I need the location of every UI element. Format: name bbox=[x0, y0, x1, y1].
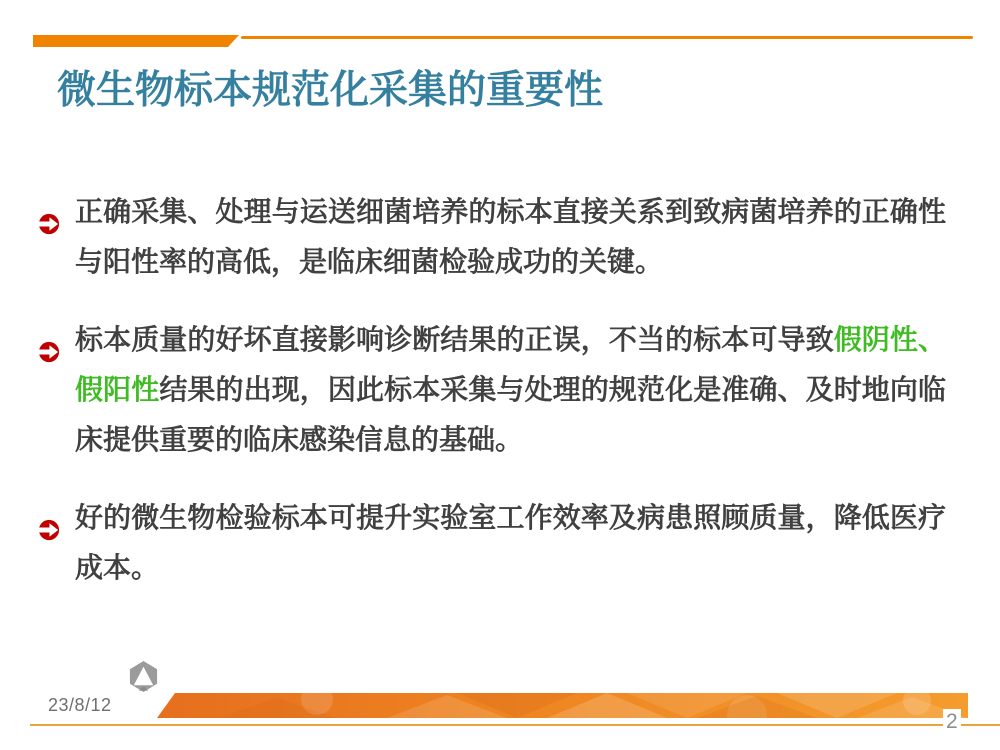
body-text: 正确采集、处理与运送细菌培养的标本直接关系到致病菌培养的正确性与阳性率的高低，是临床细菌检验成功的关键。 bbox=[75, 196, 946, 277]
hexagon-logo-icon bbox=[127, 660, 160, 693]
bullet-text bbox=[75, 493, 946, 593]
body-text: 标本质量的好坏直接影响诊断结果的正误，不当的标本可导致 bbox=[75, 324, 834, 355]
bullet-list bbox=[38, 187, 946, 621]
footer-accent-band bbox=[157, 693, 968, 718]
bullet-item bbox=[38, 315, 946, 465]
slide-title: 微生物标本规范化采集的重要性 bbox=[57, 69, 604, 112]
circle-arrow-icon bbox=[38, 329, 60, 351]
body-text: 结果的出现，因此标本采集与处理的规范化是准确、及时地向临床提供重要的临床感染信息的基础。 bbox=[75, 374, 946, 455]
circle-arrow-icon bbox=[38, 507, 60, 529]
page-number: 2 bbox=[943, 709, 961, 734]
bullet-text bbox=[75, 315, 946, 465]
bullet-item bbox=[38, 187, 946, 287]
body-text: 好的微生物检验标本可提升实验室工作效率及病患照顾质量，降低医疗成本。 bbox=[75, 502, 946, 583]
bullet-text bbox=[75, 187, 946, 287]
slide-date: 23/8/12 bbox=[48, 695, 112, 715]
top-accent-bar bbox=[33, 35, 239, 47]
highlighted-text: 假阴性、假阳性 bbox=[75, 324, 946, 405]
footer-accent-line bbox=[30, 724, 1000, 726]
top-accent-line bbox=[241, 36, 973, 39]
circle-arrow-icon bbox=[38, 201, 60, 223]
bullet-item bbox=[38, 493, 946, 593]
